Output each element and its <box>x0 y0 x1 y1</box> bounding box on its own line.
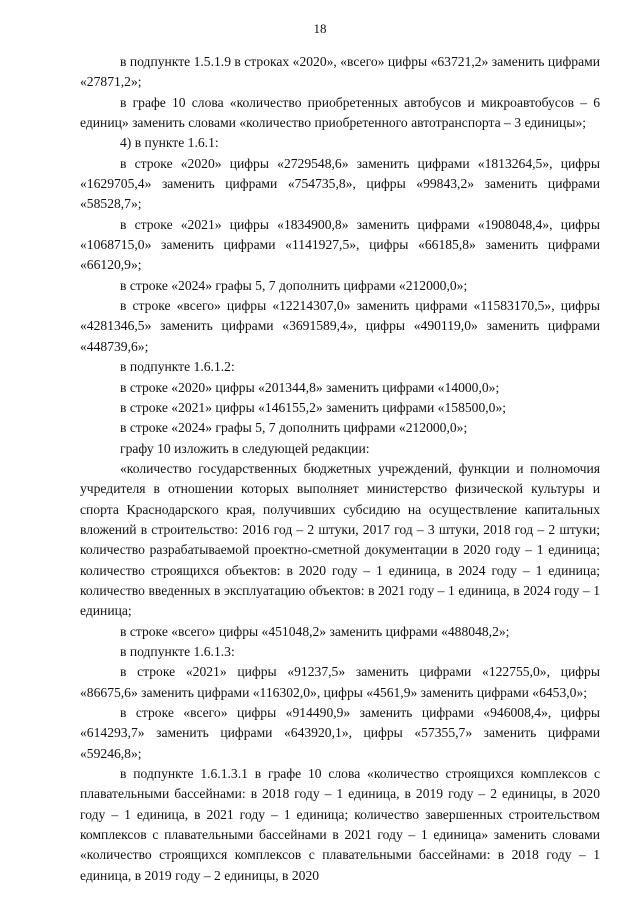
paragraph-15: в подпункте 1.6.1.3: <box>120 643 235 659</box>
paragraph-6: в строке «2024» графы 5, 7 дополнить цифрами «212000,0»; <box>120 277 468 293</box>
paragraph-12: графу 10 изложить в следующей редакции: <box>120 440 370 456</box>
paragraph-8: в подпункте 1.6.1.2: <box>120 359 235 375</box>
page-number: 18 <box>313 21 327 36</box>
document-body <box>80 52 600 886</box>
paragraph-9: в строке «2020» цифры «201344,8» заменить цифрами «14000,0»; <box>120 379 500 395</box>
paragraph-3: 4) в пункте 1.6.1: <box>120 135 219 151</box>
paragraph-14: в строке «всего» цифры «451048,2» заменить цифрами «488048,2»; <box>120 623 510 639</box>
paragraph-18: в подпункте 1.6.1.3.1 в графе 10 слова «количество строящихся комплексов с плавательными бассейнами: в 2018 году – 1 единица, в 2019 году – 2 единицы, в 2020 году – 1 единица, в 2021 году – 1 единица; количество завершенных строительством комплексов с плавательными бассейнами в 2021 году – 1 единица» заменить словами «количество строящихся комплексов с плавательными бассейнами: в 2018 году – 1 единица, в 2019 году – 2 единицы, в 2020 <box>80 766 600 883</box>
paragraph-10: в строке «2021» цифры «146155,2» заменить цифрами «158500,0»; <box>120 399 507 415</box>
paragraph-2: в графе 10 слова «количество приобретенных автобусов и микроавтобусов – 6 единиц» заменить словами «количество приобретенного автотранспорта – 3 единицы»; <box>80 94 600 131</box>
paragraph-17: в строке «всего» цифры «914490,9» заменить цифрами «946008,4», цифры «614293,7» заменить цифрами «643920,1», цифры «57355,7» заменить цифрами «59246,8»; <box>80 705 600 761</box>
paragraph-7: в строке «всего» цифры «12214307,0» заменить цифрами «11583170,5», цифры «4281346,5» заменить цифрами «3691589,4», цифры «490119,0» заменить цифрами «448739,6»; <box>80 298 600 354</box>
paragraph-16: в строке «2021» цифры «91237,5» заменить цифрами «122755,0», цифры «86675,6» заменить цифрами «116302,0», цифры «4561,9» заменить цифрами «6453,0»; <box>80 664 600 700</box>
paragraph-4: в строке «2020» цифры «2729548,6» заменить цифрами «1813264,5», цифры «1629705,4» заменить цифрами «754735,8», цифры «99843,2» заменить цифрами «58528,7»; <box>80 155 600 212</box>
paragraph-13: «количество государственных бюджетных учреждений, функции и полномочия учредителя в отношении которых выполняет министерство физической культуры и спорта Краснодарского края, получивших субсидию на осуществление капитальных вложений в строительство: 2016 год – 2 штуки, 2017 год – 3 штуки, 2018 год – 2 штуки; количество разрабатываемой проектно-сметной документации в 2020 году – 1 единица; количество строящихся объектов: в 2020 году – 1 единица, в 2024 году – 1 единица; количество введенных в эксплуатацию объектов: в 2021 году – 1 единица, в 2024 году – 1 единица; <box>80 460 600 619</box>
paragraph-11: в строке «2024» графы 5, 7 дополнить цифрами «212000,0»; <box>120 420 468 436</box>
paragraph-1: в подпункте 1.5.1.9 в строках «2020», «всего» цифры «63721,2» заменить цифрами «27871,2»; <box>80 54 600 90</box>
paragraph-5: в строке «2021» цифры «1834900,8» заменить цифрами «1908048,4», цифры «1068715,0» заменить цифрами «1141927,5», цифры «66185,8» заменить цифрами «66120,9»; <box>80 216 600 273</box>
